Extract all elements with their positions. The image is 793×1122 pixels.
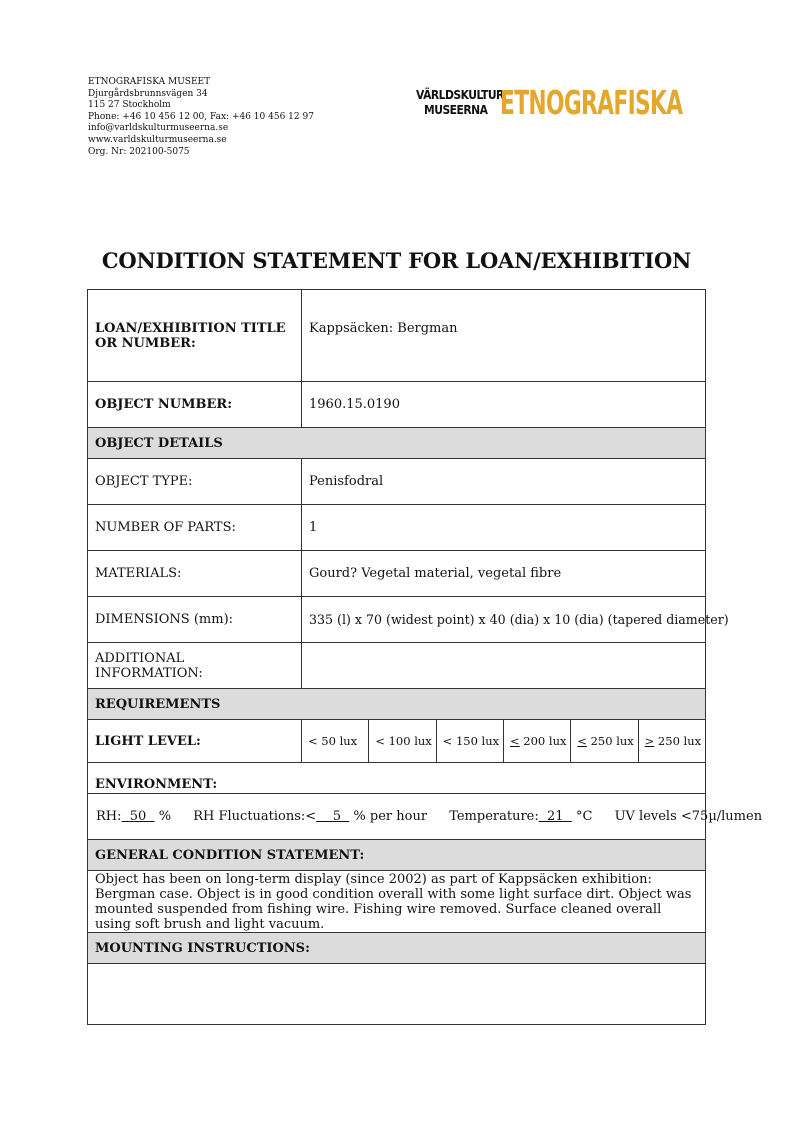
uv-levels: UV levels <75µ/lumen (614, 809, 763, 824)
object-details-section (88, 428, 706, 459)
loan-label: LOAN/EXHIBITION TITLE OR NUMBER: (88, 290, 302, 382)
light-option-50: < 50 lux (308, 734, 358, 748)
loan-row (88, 290, 706, 382)
document-title: CONDITION STATEMENT FOR LOAN/EXHIBITION (101, 248, 692, 273)
rh-fluct-label: RH Fluctuations:< (193, 809, 317, 824)
address-line: Djurgårdsbrunnsvägen 34 (88, 88, 208, 99)
mounting-row (88, 964, 706, 1025)
number-of-parts-value: 1 (302, 505, 706, 551)
mounting-section (88, 933, 706, 964)
environment-heading-row (88, 763, 706, 794)
detail-row (88, 551, 706, 597)
light-option-200: < 200 lux (503, 720, 570, 762)
object-number-value: 1960.15.0190 (302, 382, 706, 428)
additional-info-value (302, 643, 706, 689)
logo-line2: MUSEERNA (424, 102, 488, 117)
light-level-label: LIGHT LEVEL: (88, 720, 302, 763)
temperature-label: Temperature: (449, 809, 539, 824)
light-level-row (88, 720, 706, 763)
light-option-over-250: > 250 lux (638, 720, 705, 762)
object-number-label: OBJECT NUMBER: (88, 382, 302, 428)
address-line: info@varldskulturmuseerna.se (88, 123, 229, 134)
address-line: Phone: +46 10 456 12 00, Fax: +46 10 456 12 97 (88, 111, 314, 122)
requirements-heading: REQUIREMENTS (88, 689, 706, 720)
light-option-150: < 150 lux (436, 720, 503, 762)
museum-address (88, 77, 314, 158)
detail-row (88, 459, 706, 505)
requirements-section (88, 689, 706, 720)
rh-unit: % (158, 809, 172, 824)
object-type-label: OBJECT TYPE: (88, 459, 302, 505)
rh-value: 50 (129, 809, 147, 824)
detail-row (88, 505, 706, 551)
general-condition-section (88, 840, 706, 871)
general-condition-row (88, 871, 706, 933)
number-of-parts-label: NUMBER OF PARTS: (88, 505, 302, 551)
address-line: ETNOGRAFISKA MUSEET (88, 77, 211, 87)
loan-value: Kappsäcken: Bergman (302, 290, 706, 382)
object-details-heading: OBJECT DETAILS (88, 428, 706, 459)
temperature-value: 21 (547, 809, 564, 824)
environment-values-row (88, 794, 706, 840)
light-option-250: < 250 lux (570, 720, 637, 762)
logo-brand: ETNOGRAFISKA (500, 83, 683, 122)
detail-row (88, 597, 706, 643)
light-option-100: < 100 lux (368, 720, 435, 762)
dimensions-label: DIMENSIONS (mm): (88, 597, 302, 643)
address-line: www.varldskulturmuseerna.se (88, 134, 227, 145)
environment-heading: ENVIRONMENT: (88, 763, 706, 794)
materials-value: Gourd? Vegetal material, vegetal fibre (302, 551, 706, 597)
object-type-value: Penisfodral (302, 459, 706, 505)
logo-wordmark-left (416, 87, 504, 117)
logo-line1: VÄRLDSKULTUR (416, 87, 504, 102)
additional-info-label: ADDITIONAL INFORMATION: (88, 643, 302, 689)
rh-label: RH: (96, 809, 122, 824)
detail-row (88, 643, 706, 689)
mounting-text (88, 964, 706, 1025)
mounting-heading: MOUNTING INSTRUCTIONS: (88, 933, 706, 964)
environment-values (88, 794, 763, 840)
address-line: Org. Nr: 202100-5075 (88, 146, 190, 157)
object-number-row (88, 382, 706, 428)
materials-label: MATERIALS: (88, 551, 302, 597)
rh-fluct-value: 5 (332, 809, 342, 824)
general-condition-text: Object has been on long-term display (since 2002) as part of Kappsäcken exhibition: Bergman case. Object is in good condition overall with some light surface dirt. Object was mounted suspended from fishing wire. Fishing wire removed. Surface cleaned overall using soft brush and light vacuum. (88, 871, 706, 933)
address-line: 115 27 Stockholm (88, 100, 171, 111)
condition-form (87, 289, 763, 1025)
temperature-unit: °C (575, 809, 593, 824)
general-condition-heading: GENERAL CONDITION STATEMENT: (88, 840, 706, 871)
dimensions-value: 335 (l) x 70 (widest point) x 40 (dia) x 10 (dia) (tapered diameter) (302, 597, 706, 643)
rh-fluct-unit: % per hour (353, 809, 428, 824)
light-level-options (302, 720, 706, 763)
